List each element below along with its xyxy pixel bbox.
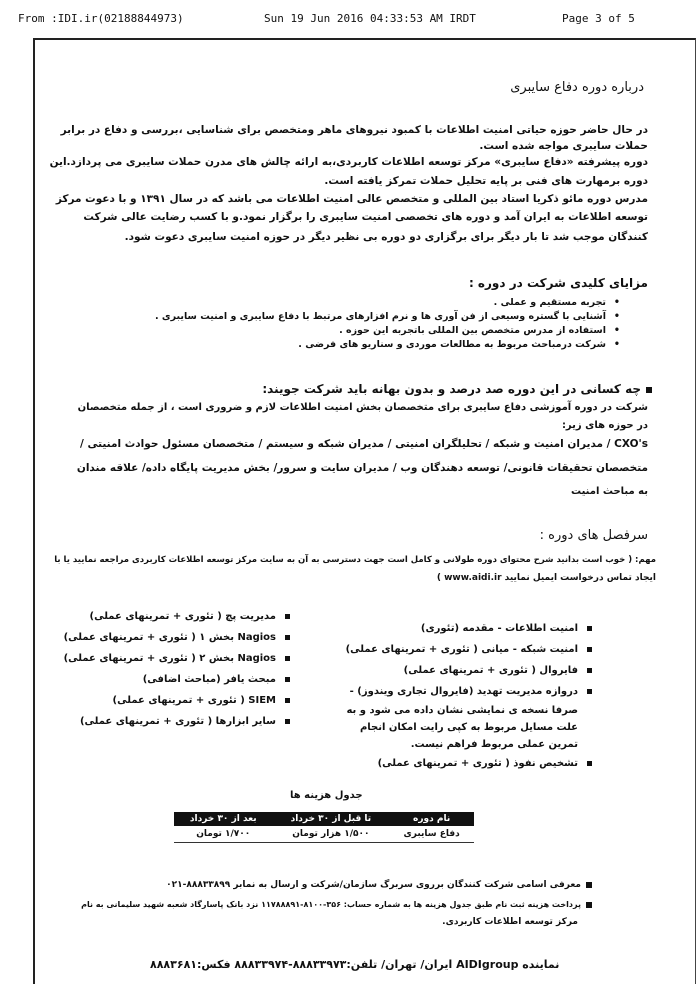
list-item: • استفاده از مدرس متخصص بین المللی باتجربه این حوزه .	[155, 324, 620, 338]
fax-sender: From :IDI.ir(02188844973)	[18, 12, 184, 25]
syllabus-right-column	[346, 618, 592, 774]
syllabus-note-line: مهم: ( خوب است بدانید شرح محتوای دوره طولانی و کامل است جهت دسترسی به آن به سایت مرکز توسعه اطلاعات کاربردی مراجعه نمایید یا با	[54, 555, 656, 565]
fax-timestamp: Sun 19 Jun 2016 04:33:53 AM IRDT	[264, 12, 476, 25]
table-cell: ۱/۷۰۰ تومان	[174, 826, 273, 843]
extra-line: صرفا نسخه ی نمایشی نشان داده می شود و به	[346, 705, 578, 716]
table-cell: ۱/۵۰۰ هزار تومان	[273, 826, 390, 843]
intro-line: در حال حاضر حوزه حیاتی امنیت اطلاعات با کمبود نیروهای ماهر ومتخصص برای شناسایی ،بررسی و دفاع در برابر	[60, 124, 648, 136]
syllabus-heading: سرفصل های دوره :	[539, 528, 648, 543]
audience-line: به مباحث امنیت	[571, 486, 648, 497]
list-item: Nagios بخش ۱ ( تئوری + تمرینهای عملی)	[64, 627, 290, 648]
list-item: مبحث یافر (مباحث اضافی)	[64, 669, 290, 690]
page-title: درباره دوره دفاع سایبری	[510, 80, 644, 95]
list-item: فایروال ( تئوری + تمرینهای عملی)	[346, 660, 592, 681]
list-item: مدیریت پچ ( تئوری + تمرینهای عملی)	[64, 606, 290, 627]
list-item: • شرکت درمباحث مربوط به مطالعات موردی و سناریو های فرضی .	[155, 338, 620, 352]
syllabus-left-column	[64, 606, 290, 732]
square-bullet-icon	[586, 882, 592, 888]
audience-heading	[262, 382, 652, 396]
list-item: • آشنایی با گستره وسیعی از فن آوری ها و نرم افزارهای مرتبط با دفاع سایبری و امنیت سایبری .	[155, 310, 620, 324]
fax-header	[0, 6, 700, 32]
audience-heading-text: چه کسانی در این دوره صد درصد و بدون بهانه باید شرکت جویند:	[262, 382, 641, 396]
footer-note	[166, 880, 592, 890]
list-item: • تجربه مستقیم و عملی .	[155, 296, 620, 310]
footer-note-text: معرفی اسامی شرکت کنندگان برروی سربرگ سازمان/شرکت و ارسال به نمابر ۸۸۸۳۳۸۹۹-۰۲۱	[166, 880, 581, 890]
audience-line: CXO's / مدیران امنیت و شبکه / تحلیلگران امنیتی / مدیران شبکه و سیستم / متخصصان مسئول حوادث امنیتی /	[79, 438, 648, 450]
list-item: Nagios بخش ۲ ( تئوری + تمرینهای عملی)	[64, 648, 290, 669]
agent-contact: نماینده AIDIgroup ایران/ تهران/ تلفن:۸۸۸۳۳۹۷۳-۸۸۸۳۳۹۷۴ فکس:۸۸۸۳۶۸۱	[150, 958, 560, 971]
intro-line: حملات سایبری مواجه شده است.	[479, 140, 648, 152]
syllabus-note-line: ایجاد تماس درخواست ایمیل نمایید www.aidi.ir )	[436, 573, 656, 583]
cost-table-title: جدول هزینه ها	[290, 790, 363, 801]
intro-line: دوره پیشرفته «دفاع سایبری» مرکز توسعه اطلاعات کاربردی،به ارائه چالش های مدرن حملات سایبری می پردازد.این	[49, 156, 648, 168]
extra-line: علت مسایل مربوط به کپی رایت امکان انجام	[359, 722, 578, 733]
square-bullet-icon	[586, 902, 592, 908]
audience-line: متخصصان تحقیقات قانونی/ توسعه دهندگان وب / مدیران سایت و سرور/ بخش مدیریت پایگاه داده/ علاقه مندان	[76, 462, 648, 474]
column-header: تا قبل از ۳۰ خرداد	[273, 812, 390, 826]
cost-table	[174, 812, 474, 843]
footer-note-text: پرداخت هزینه ثبت نام طبق جدول هزینه ها به شماره حساب: ۳۵۶-۸۱۰۰-۱۱۷۸۸۸۹۱ نزد بانک پاسارگاد شعبه شهید سلیمانی به نام	[81, 900, 581, 909]
list-item: امنیت شبکه - میانی ( تئوری + تمرینهای عملی)	[346, 639, 592, 660]
intro-line: توسعه اطلاعات به ایران آمد و دوره های تخصصی امنیت سایبری را برگزار نمود.و با کسب رضایت عالی شرکت	[83, 211, 648, 223]
table-cell: دفاع سایبری	[389, 826, 474, 843]
extra-line: تمرین عملی مربوط فراهم نیست.	[410, 739, 578, 750]
column-header: بعد از ۳۰ خرداد	[174, 812, 273, 826]
table-row	[174, 826, 474, 843]
audience-line: در حوزه های زیر:	[561, 420, 648, 431]
column-header: نام دوره	[389, 812, 474, 826]
footer-note-continuation: مرکز توسعه اطلاعات کاربردی.	[442, 917, 578, 927]
list-item: امنیت اطلاعات - مقدمه (تئوری)	[346, 618, 592, 639]
intro-line: دوره برمهارت های فنی بر پایه تحلیل حملات تمرکز یافته است.	[324, 175, 648, 187]
square-bullet-icon	[646, 387, 652, 393]
table-header-row	[174, 812, 474, 826]
footer-note	[81, 900, 592, 909]
benefits-list	[155, 296, 620, 352]
audience-line: شرکت در دوره آموزشی دفاع سایبری برای متخصصان بخش امنیت اطلاعات لازم و ضروری است ، از جمله متخصصان	[77, 402, 648, 413]
list-item: SIEM ( تئوری + تمرینهای عملی)	[64, 690, 290, 711]
intro-line: کنندگان موجب شد تا بار دیگر برای برگزاری دو دوره بی نظیر دیگر در حوزه امنیت سایبری دعوت شود.	[124, 231, 648, 243]
intro-line: مدرس دوره مائو ذکریا استاد بین المللی و متخصص عالی امنیت اطلاعات می باشد که در سال ۱۳۹۱ و با دعوت مرکز	[55, 193, 648, 205]
benefits-heading: مزایای کلیدی شرکت در دوره :	[468, 276, 648, 290]
fax-page-number: Page 3 of 5	[562, 12, 635, 25]
list-item: دروازه مدیریت تهدید (فایروال تجاری ویندوز) -	[346, 681, 592, 702]
list-item: سایر ابزارها ( تئوری + تمرینهای عملی)	[64, 711, 290, 732]
syllabus-right-extra	[346, 702, 592, 753]
list-item: تشخیص نفوذ ( تئوری + تمرینهای عملی)	[346, 753, 592, 774]
